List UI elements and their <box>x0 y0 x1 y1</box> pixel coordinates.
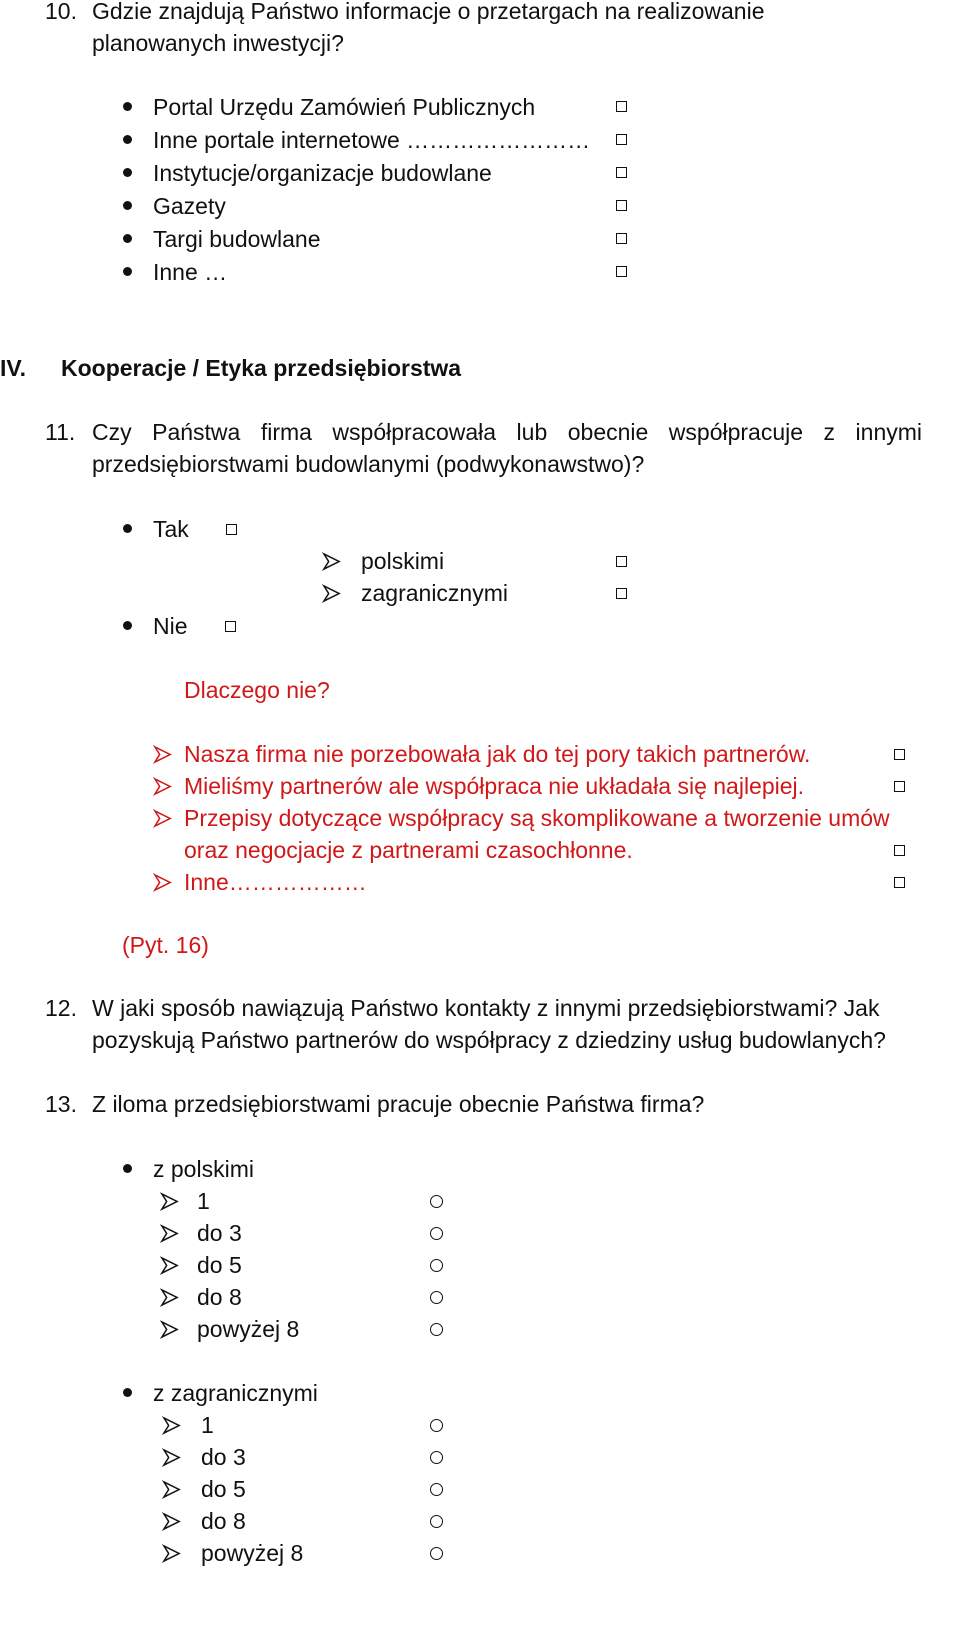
reason-label: Nasza firma nie porzebowała jak do tej pory takich partnerów. <box>184 741 811 767</box>
bullet-dot-icon <box>123 135 132 144</box>
q10-question-line1: Gdzie znajdują Państwo informacje o przetargach na realizowanie <box>92 0 765 24</box>
group-polish-label: z polskimi <box>153 1156 254 1182</box>
q10-option-label: Gazety <box>153 193 226 219</box>
bullet-dot-icon <box>123 1388 132 1397</box>
count-option-label: powyżej 8 <box>197 1316 300 1342</box>
count-option-label: do 5 <box>197 1252 242 1278</box>
checkbox-square-icon[interactable] <box>894 877 905 888</box>
radio-circle-icon[interactable] <box>430 1195 443 1208</box>
bullet-dot-icon <box>123 201 132 210</box>
q12-number: 12. <box>45 995 77 1021</box>
arrow-bullet-icon <box>160 1224 179 1243</box>
count-option-label: do 3 <box>201 1444 246 1470</box>
q10-option-label: Inne portale internetowe …………………… <box>153 127 591 153</box>
radio-circle-icon[interactable] <box>430 1515 443 1528</box>
q10-question-line2: planowanych inwestycji? <box>92 30 344 56</box>
bullet-dot-icon <box>123 168 132 177</box>
bullet-dot-icon <box>123 267 132 276</box>
radio-circle-icon[interactable] <box>430 1323 443 1336</box>
reason-label: Mieliśmy partnerów ale współpraca nie układała się najlepiej. <box>184 773 805 799</box>
arrow-bullet-icon <box>162 1416 181 1435</box>
checkbox-square-icon[interactable] <box>616 588 627 599</box>
q11-yes-label: Tak <box>153 516 189 542</box>
q13-question: Z iloma przedsiębiorstwami pracuje obecnie Państwa firma? <box>92 1091 705 1117</box>
arrow-bullet-icon <box>160 1256 179 1275</box>
q12-question-line1: W jaki sposób nawiązują Państwo kontakty z innymi przedsiębiorstwami? Jak <box>92 995 880 1021</box>
q10-option-label: Targi budowlane <box>153 226 321 252</box>
q10-option-label: Inne … <box>153 259 228 285</box>
reason-label: Inne……………… <box>184 869 367 895</box>
bullet-dot-icon <box>123 102 132 111</box>
count-option-label: 1 <box>201 1412 214 1438</box>
arrow-bullet-icon <box>162 1480 181 1499</box>
checkbox-square-icon[interactable] <box>894 781 905 792</box>
arrow-bullet-icon <box>160 1288 179 1307</box>
radio-circle-icon[interactable] <box>430 1547 443 1560</box>
arrow-bullet-icon <box>160 1192 179 1211</box>
checkbox-square-icon[interactable] <box>225 621 236 632</box>
radio-circle-icon[interactable] <box>430 1291 443 1304</box>
q13-number: 13. <box>45 1091 77 1117</box>
radio-circle-icon[interactable] <box>430 1483 443 1496</box>
arrow-bullet-icon <box>162 1512 181 1531</box>
q11-question-line1: Czy Państwa firma współpracowała lub obecnie współpracuje z innymi <box>92 419 922 445</box>
why-not-heading: Dlaczego nie? <box>184 677 330 703</box>
checkbox-square-icon[interactable] <box>894 749 905 760</box>
reason-label-continued: oraz negocjacje z partnerami czasochłonne. <box>184 837 633 863</box>
arrow-bullet-icon <box>322 584 341 603</box>
checkbox-square-icon[interactable] <box>616 167 627 178</box>
q11-question-line2: przedsiębiorstwami budowlanymi (podwykonawstwo)? <box>92 451 645 477</box>
q11-number: 11. <box>45 419 76 445</box>
checkbox-square-icon[interactable] <box>616 556 627 567</box>
q10-number: 10. <box>45 0 77 24</box>
bullet-dot-icon <box>123 621 132 630</box>
checkbox-square-icon[interactable] <box>616 134 627 145</box>
arrow-bullet-icon <box>153 777 172 796</box>
checkbox-square-icon[interactable] <box>616 266 627 277</box>
arrow-bullet-icon <box>162 1544 181 1563</box>
radio-circle-icon[interactable] <box>430 1419 443 1432</box>
count-option-label: do 8 <box>201 1508 246 1534</box>
checkbox-square-icon[interactable] <box>616 200 627 211</box>
bullet-dot-icon <box>123 234 132 243</box>
count-option-label: do 5 <box>201 1476 246 1502</box>
q11-yes-sub-label: zagranicznymi <box>361 580 508 606</box>
arrow-bullet-icon <box>322 552 341 571</box>
checkbox-square-icon[interactable] <box>894 845 905 856</box>
count-option-label: do 8 <box>197 1284 242 1310</box>
goto-note: (Pyt. 16) <box>122 932 209 958</box>
bullet-dot-icon <box>123 1164 132 1173</box>
arrow-bullet-icon <box>153 873 172 892</box>
q10-option-label: Portal Urzędu Zamówień Publicznych <box>153 94 536 120</box>
radio-circle-icon[interactable] <box>430 1451 443 1464</box>
arrow-bullet-icon <box>153 745 172 764</box>
reason-label: Przepisy dotyczące współpracy są skomplikowane a tworzenie umów <box>184 805 890 831</box>
radio-circle-icon[interactable] <box>430 1259 443 1272</box>
checkbox-square-icon[interactable] <box>226 524 237 535</box>
count-option-label: powyżej 8 <box>201 1540 304 1566</box>
count-option-label: do 3 <box>197 1220 242 1246</box>
q11-no-label: Nie <box>153 613 188 639</box>
q10-option-label: Instytucje/organizacje budowlane <box>153 160 492 186</box>
arrow-bullet-icon <box>160 1320 179 1339</box>
checkbox-square-icon[interactable] <box>616 101 627 112</box>
arrow-bullet-icon <box>153 809 172 828</box>
arrow-bullet-icon <box>162 1448 181 1467</box>
radio-circle-icon[interactable] <box>430 1227 443 1240</box>
q12-question-line2: pozyskują Państwo partnerów do współpracy z dziedziny usług budowlanych? <box>92 1027 886 1053</box>
bullet-dot-icon <box>123 524 132 533</box>
q11-yes-sub-label: polskimi <box>361 548 445 574</box>
section-title: Kooperacje / Etyka przedsiębiorstwa <box>61 355 462 381</box>
checkbox-square-icon[interactable] <box>616 233 627 244</box>
count-option-label: 1 <box>197 1188 210 1214</box>
section-numeral: IV. <box>0 355 27 381</box>
group-foreign-label: z zagranicznymi <box>153 1380 318 1406</box>
